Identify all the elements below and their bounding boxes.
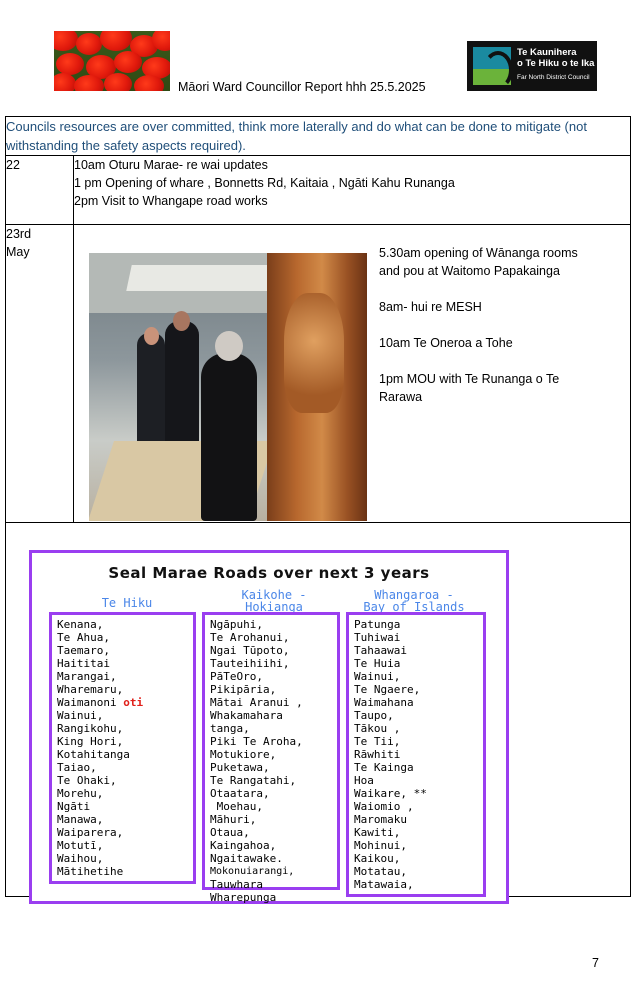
column-header-te-hiku xyxy=(52,597,202,609)
list-item: Tuhiwai xyxy=(354,631,401,644)
column-te-hiku xyxy=(49,612,196,884)
event-item: and pou at Waitomo Papakainga xyxy=(379,264,560,278)
column-header-whangaroa xyxy=(344,589,484,613)
list-item: Piki Te Aroha, xyxy=(210,735,303,748)
list-item: Marangai, xyxy=(57,670,117,683)
list-item: Kenana, xyxy=(57,618,104,631)
ceremony-photo xyxy=(89,253,367,521)
column-header-line: Bay of Islands xyxy=(363,600,465,614)
event-item xyxy=(379,316,578,334)
council-logo xyxy=(467,41,597,91)
list-item: Waiparera, xyxy=(57,826,124,839)
list-item: Te Ahua, xyxy=(57,631,110,644)
list-item: Waikare, ** xyxy=(354,787,427,800)
note-text: Councils resources are over committed, think more laterally and do what can be done to mitigate (not withstanding the safety aspects required). xyxy=(6,117,631,156)
list-item xyxy=(57,696,188,709)
list-item: Mohinui, xyxy=(354,839,407,852)
list-item: Tauteihiihi, xyxy=(210,657,290,670)
list-item: Hoa xyxy=(354,774,374,787)
list-item: Te Huia xyxy=(354,657,401,670)
list-item: Motutī, xyxy=(57,839,104,852)
list-item: Moehau, xyxy=(210,800,263,813)
oti-mark: oti xyxy=(123,696,144,709)
list-item: Mātihetihe xyxy=(57,865,124,878)
list-item: Morehu, xyxy=(57,787,104,800)
event-item: 10am Te Oneroa a Tohe xyxy=(379,336,513,350)
events-cell xyxy=(74,156,631,225)
list-item: Motatau, xyxy=(354,865,407,878)
list-item: Maromaku xyxy=(354,813,407,826)
note-row xyxy=(6,117,631,156)
list-item: Te Ohaki, xyxy=(57,774,117,787)
event-item: 1pm MOU with Te Runanga o Te xyxy=(379,372,560,386)
list-item: PāTeOro, xyxy=(210,670,263,683)
list-item: Wainui, xyxy=(354,670,401,683)
list-item: Whakamahara xyxy=(210,709,283,722)
wave-icon xyxy=(473,47,511,85)
list-item: Ngāpuhi, xyxy=(210,618,263,631)
column-whangaroa-bay-of-islands xyxy=(346,612,486,897)
list-item: Wainui, xyxy=(57,709,104,722)
poster-title: Seal Marae Roads over next 3 years xyxy=(108,564,430,582)
list-item: Mātai Aranui , xyxy=(210,696,303,709)
list-item: Puketawa, xyxy=(210,761,270,774)
list-item: Waihou, xyxy=(57,852,104,865)
event-item: Rarawa xyxy=(379,390,423,404)
event-item xyxy=(379,352,578,370)
report-title: Māori Ward Councillor Report hhh 25.5.2025 xyxy=(178,80,426,94)
day-events xyxy=(379,244,578,406)
list-item: Haititai xyxy=(57,657,110,670)
list-item: Taupo, xyxy=(354,709,394,722)
list-item: Te Rangatahi, xyxy=(210,774,297,787)
event-item: 10am Oturu Marae- re wai updates xyxy=(74,158,268,172)
list-item: Mokonuiarangi, xyxy=(210,866,295,877)
list-item: Otaua, xyxy=(210,826,250,839)
column-header-kaikohe xyxy=(204,589,344,613)
column-header-line: Whangaroa - xyxy=(374,588,454,602)
logo-line-2: o Te Hiku o te Ika xyxy=(517,58,595,69)
list-item: Kaingahoa, xyxy=(210,839,277,852)
list-item: Te Kainga xyxy=(354,761,414,774)
list-item: Kawiti, xyxy=(354,826,401,839)
list-item: Motukiore, xyxy=(210,748,277,761)
poppy-image xyxy=(54,31,170,91)
list-item: Te Arohanui, xyxy=(210,631,290,644)
list-item: Tahaawai xyxy=(354,644,407,657)
list-item: Te Tii, xyxy=(354,735,401,748)
list-item: Tauwhara xyxy=(210,878,263,891)
event-item: 5.30am opening of Wānanga rooms xyxy=(379,246,578,260)
event-item: 1 pm Opening of whare , Bonnetts Rd, Kaitaia , Ngāti Kahu Runanga xyxy=(74,176,455,190)
date-line: 23rd xyxy=(6,227,32,241)
date-cell xyxy=(6,225,74,523)
logo-line-3: Far North District Council xyxy=(517,74,590,81)
list-item: Ngaitawake. xyxy=(210,852,283,865)
list-item: tanga, xyxy=(210,722,250,735)
list-item: Taiao, xyxy=(57,761,97,774)
page-number: 7 xyxy=(592,956,599,970)
list-item: Rāwhiti xyxy=(354,748,401,761)
list-item: Otaatara, xyxy=(210,787,270,800)
logo-line-1: Te Kaunihera xyxy=(517,47,577,58)
list-item: Waimahana xyxy=(354,696,414,709)
list-item: Patunga xyxy=(354,618,401,631)
list-item: Māhuri, xyxy=(210,813,257,826)
date-cell: 22 xyxy=(6,156,74,225)
list-item: Waiomio , xyxy=(354,800,414,813)
table-row xyxy=(6,156,631,225)
list-item: Matawaia, xyxy=(354,878,414,891)
list-item: King Hori, xyxy=(57,735,124,748)
list-item: Tākou , xyxy=(354,722,401,735)
list-item: Rangikohu, xyxy=(57,722,124,735)
list-item: Te Ngaere, xyxy=(354,683,421,696)
list-item: Wharepunga xyxy=(210,891,277,904)
marae-roads-poster xyxy=(29,550,509,904)
event-item: 2pm Visit to Whangape road works xyxy=(74,194,268,208)
event-item: 8am- hui re MESH xyxy=(379,300,482,314)
list-item: Pikipāria, xyxy=(210,683,277,696)
column-header-line: Hokianga xyxy=(245,600,303,614)
column-kaikohe-hokianga xyxy=(202,612,340,904)
list-item-text: Waimanoni xyxy=(57,696,117,709)
list-item: Ngāti xyxy=(57,800,91,813)
column-header-line: Kaikohe - xyxy=(241,588,307,602)
date-line: May xyxy=(6,245,30,259)
list-item: Ngai Tūpoto, xyxy=(210,644,290,657)
list-item: Manawa, xyxy=(57,813,104,826)
column-header-line: Te Hiku xyxy=(101,596,153,610)
list-item: Wharemaru, xyxy=(57,683,124,696)
event-item xyxy=(379,280,578,298)
list-item: Kaikou, xyxy=(354,852,401,865)
list-item: Taemaro, xyxy=(57,644,110,657)
list-item: Kotahitanga xyxy=(57,748,130,761)
